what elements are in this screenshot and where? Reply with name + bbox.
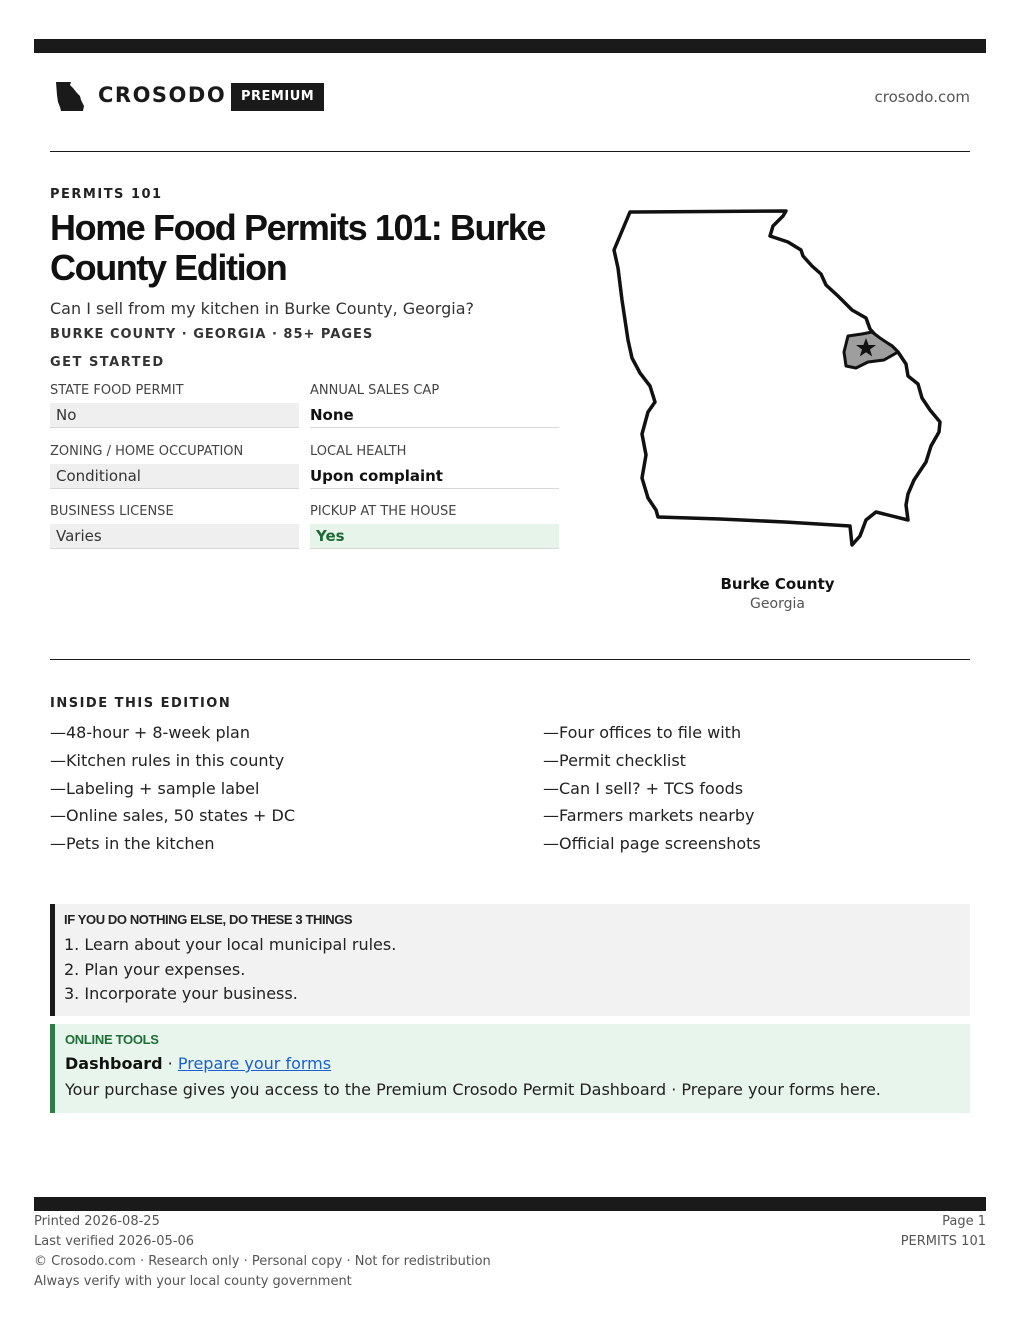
separator: · bbox=[162, 1054, 178, 1073]
list-item: —Farmers markets nearby bbox=[543, 806, 755, 826]
dashboard-line bbox=[65, 1053, 970, 1079]
list-item: —Can I sell? + TCS foods bbox=[543, 778, 744, 798]
verify-disclaimer: Always verify with your local county government bbox=[34, 1274, 352, 1289]
fact-label: LOCAL HEALTH bbox=[310, 444, 407, 459]
site-url[interactable]: crosodo.com bbox=[874, 88, 970, 106]
callout-step: 3. Incorporate your business. bbox=[64, 984, 298, 1003]
bottom-bar bbox=[34, 1197, 986, 1211]
copyright-notice: © Crosodo.com · Research only · Personal copy · Not for redistribution bbox=[34, 1254, 491, 1269]
premium-badge: PREMIUM bbox=[231, 83, 324, 111]
georgia-county-map bbox=[600, 200, 960, 560]
fact-local-health bbox=[310, 443, 559, 489]
footer-section: PERMITS 101 bbox=[900, 1234, 986, 1249]
edition-meta: BURKE COUNTY · GEORGIA · 85+ PAGES bbox=[50, 327, 374, 342]
fact-label: ANNUAL SALES CAP bbox=[310, 383, 440, 398]
brand-name: CROSODO bbox=[98, 83, 227, 107]
fact-value: Conditional bbox=[50, 464, 299, 489]
fact-label: BUSINESS LICENSE bbox=[50, 504, 174, 519]
list-item: —Permit checklist bbox=[543, 750, 686, 770]
online-tools-callout bbox=[50, 1024, 970, 1113]
list-item: —Labeling + sample label bbox=[50, 778, 260, 798]
page-subtitle: Can I sell from my kitchen in Burke County, Georgia? bbox=[50, 299, 474, 318]
dashboard-label: Dashboard bbox=[65, 1054, 163, 1073]
header-divider bbox=[50, 151, 970, 152]
fact-zoning-home-occupation bbox=[50, 443, 299, 489]
footer-left bbox=[34, 1212, 491, 1292]
section-eyebrow: PERMITS 101 bbox=[50, 187, 163, 202]
online-tools-heading: ONLINE TOOLS bbox=[65, 1032, 159, 1047]
list-item: —Official page screenshots bbox=[543, 834, 761, 854]
section-divider bbox=[50, 659, 970, 660]
fact-business-license bbox=[50, 503, 299, 549]
inside-edition-list-left bbox=[50, 721, 295, 860]
list-item: —Online sales, 50 states + DC bbox=[50, 806, 296, 826]
callout-heading: IF YOU DO NOTHING ELSE, DO THESE 3 THINGS bbox=[64, 912, 353, 927]
fact-label: ZONING / HOME OCCUPATION bbox=[50, 444, 244, 459]
page-title: Home Food Permits 101: Burke County Edition bbox=[50, 207, 545, 288]
list-item: —Four offices to file with bbox=[543, 723, 742, 742]
footer-right bbox=[901, 1212, 986, 1252]
inside-edition-list-right bbox=[543, 721, 761, 860]
fact-value: No bbox=[50, 403, 299, 428]
fact-pickup-at-house bbox=[310, 503, 559, 549]
printed-date: Printed 2026-08-25 bbox=[34, 1214, 160, 1229]
fact-value: None bbox=[310, 403, 559, 428]
fact-value: Yes bbox=[310, 524, 559, 549]
get-started-heading: GET STARTED bbox=[50, 355, 165, 370]
header bbox=[50, 78, 970, 118]
list-item: —Kitchen rules in this county bbox=[50, 750, 285, 770]
callout-step: 1. Learn about your local municipal rules. bbox=[64, 935, 397, 954]
fact-label: PICKUP AT THE HOUSE bbox=[310, 504, 457, 519]
fact-state-food-permit bbox=[50, 382, 299, 428]
fact-value: Upon complaint bbox=[310, 464, 559, 489]
three-things-callout bbox=[50, 904, 970, 1016]
dashboard-description: Your purchase gives you access to the Premium Crosodo Permit Dashboard · Prepare your forms here. bbox=[65, 1080, 881, 1099]
list-item: —48-hour + 8-week plan bbox=[50, 723, 250, 742]
list-item: —Pets in the kitchen bbox=[50, 834, 215, 854]
prepare-forms-link[interactable]: Prepare your forms bbox=[177, 1054, 332, 1073]
top-bar bbox=[34, 39, 986, 53]
georgia-outline bbox=[614, 211, 940, 545]
page-number: Page 1 bbox=[942, 1214, 986, 1229]
callout-step: 2. Plan your expenses. bbox=[64, 959, 246, 979]
fact-annual-sales-cap bbox=[310, 382, 559, 428]
verified-date: Last verified 2026-05-06 bbox=[34, 1234, 194, 1249]
fact-label: STATE FOOD PERMIT bbox=[50, 383, 184, 398]
map-state-label: Georgia bbox=[750, 596, 805, 612]
fact-value: Varies bbox=[50, 524, 299, 549]
inside-edition-heading: INSIDE THIS EDITION bbox=[50, 696, 232, 711]
map-county-label: Burke County bbox=[720, 575, 835, 593]
georgia-state-silhouette-icon bbox=[53, 80, 87, 114]
